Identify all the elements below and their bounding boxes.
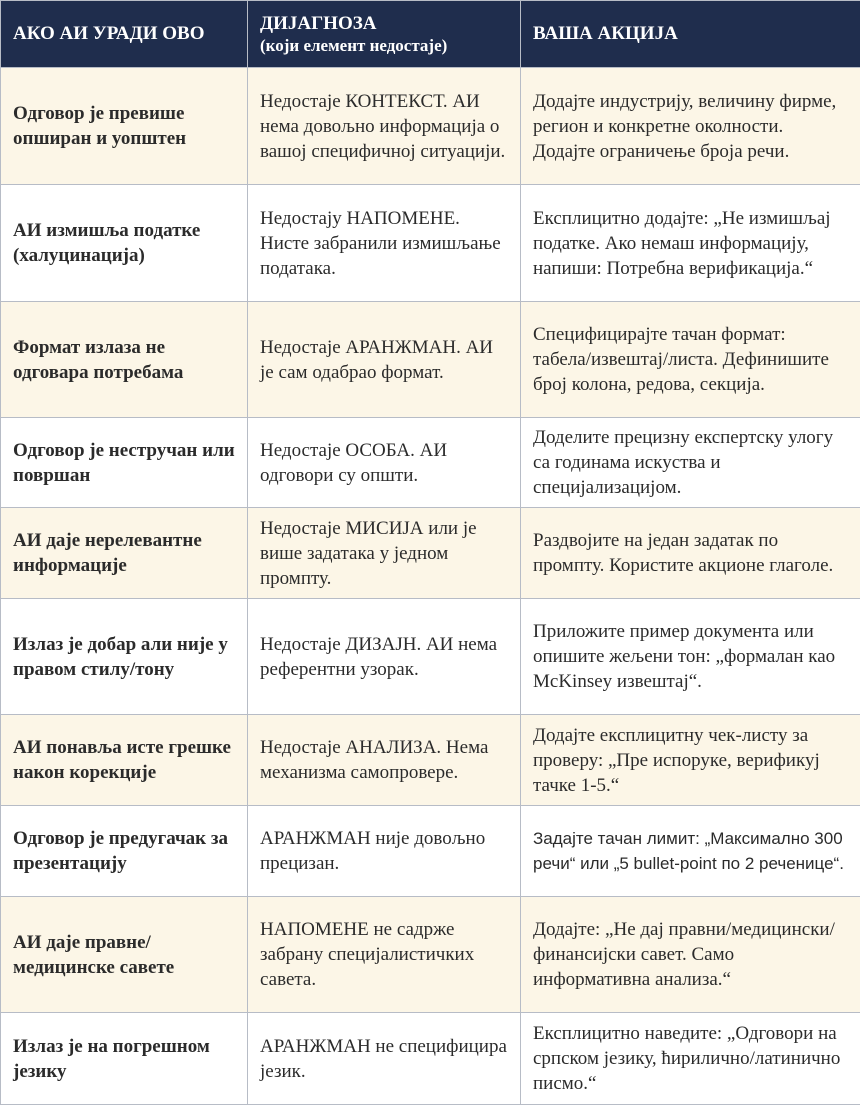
action-cell: Доделите прецизну експертску улогу са годинама искуства и специјализацијом.	[521, 418, 860, 508]
table-row	[1, 1013, 860, 1105]
table-row	[1, 302, 860, 418]
problem-cell: Формат излаза не одговара потребама	[1, 302, 248, 418]
diagnosis-cell: АРАНЖМАН не специфицира језик.	[248, 1013, 521, 1105]
table-row	[1, 599, 860, 715]
problem-cell: АИ измишља податке (халуцинација)	[1, 185, 248, 302]
diagnosis-cell: Недостају НАПОМЕНЕ. Нисте забранили измишљање података.	[248, 185, 521, 302]
action-cell: Задајте тачан лимит: „Максимално 300 речи“ или „5 bullet-point по 2 реченице“.	[521, 806, 860, 897]
table-row	[1, 418, 860, 508]
diagnosis-cell: НАПОМЕНЕ не садрже забрану специјалистичких савета.	[248, 897, 521, 1013]
problem-cell: Одговор је превише опширан и уопштен	[1, 68, 248, 185]
header-problem: АКО АИ УРАДИ ОВО	[1, 1, 248, 68]
problem-cell: Одговор је предугачак за презентацију	[1, 806, 248, 897]
action-cell: Додајте експлицитну чек-листу за проверу: „Пре испоруке, верификуј тачке 1-5.“	[521, 715, 860, 806]
action-cell: Додајте: „Не дај правни/медицински/финансијски савет. Само информативна анализа.“	[521, 897, 860, 1013]
header-diagnosis	[248, 1, 521, 68]
table-header-row	[1, 1, 860, 68]
problem-cell: АИ понавља исте грешке након корекције	[1, 715, 248, 806]
action-cell: Приложите пример документа или опишите жељени тон: „формалан као McKinsey извештај“.	[521, 599, 860, 715]
table-row	[1, 715, 860, 806]
problem-cell: Излаз је на погрешном језику	[1, 1013, 248, 1105]
problem-cell: Одговор је нестручан или површан	[1, 418, 248, 508]
diagnosis-cell: Недостаје АНАЛИЗА. Нема механизма самопровере.	[248, 715, 521, 806]
action-cell: Експлицитно наведите: „Одговори на српском језику, ћирилично/латинично писмо.“	[521, 1013, 860, 1105]
table-row	[1, 68, 860, 185]
table-row	[1, 185, 860, 302]
diagnosis-cell: Недостаје МИСИЈА или је више задатака у једном промпту.	[248, 508, 521, 599]
header-diagnosis-title: ДИЈАГНОЗА	[260, 12, 377, 34]
diagnosis-cell: Недостаје КОНТЕКСТ. АИ нема довољно информација о вашој специфичној ситуацији.	[248, 68, 521, 185]
header-diagnosis-subtitle: (који елемент недостаје)	[260, 35, 448, 55]
table-row	[1, 897, 860, 1013]
action-cell: Раздвојите на један задатак по промпту. Користите акционе глаголе.	[521, 508, 860, 599]
table-row	[1, 806, 860, 897]
problem-cell: АИ даје правне/медицинске савете	[1, 897, 248, 1013]
header-action: ВАША АКЦИЈА	[521, 1, 860, 68]
action-cell: Експлицитно додајте: „Не измишљај податке. Ако немаш информацију, напиши: Потребна верификација.“	[521, 185, 860, 302]
action-cell: Специфицирајте тачан формат: табела/извештај/листа. Дефинишите број колона, редова, секција.	[521, 302, 860, 418]
diagnosis-cell: Недостаје ДИЗАЈН. АИ нема референтни узорак.	[248, 599, 521, 715]
problem-cell: АИ даје нерелевантне информације	[1, 508, 248, 599]
diagnosis-cell: Недостаје АРАНЖМАН. АИ је сам одабрао формат.	[248, 302, 521, 418]
problem-cell: Излаз је добар али није у правом стилу/тону	[1, 599, 248, 715]
diagnosis-cell: Недостаје ОСОБА. АИ одговори су општи.	[248, 418, 521, 508]
table-row	[1, 508, 860, 599]
diagnosis-cell: АРАНЖМАН није довољно прецизан.	[248, 806, 521, 897]
action-cell: Додајте индустрију, величину фирме, регион и конкретне околности. Додајте ограничење броја речи.	[521, 68, 860, 185]
